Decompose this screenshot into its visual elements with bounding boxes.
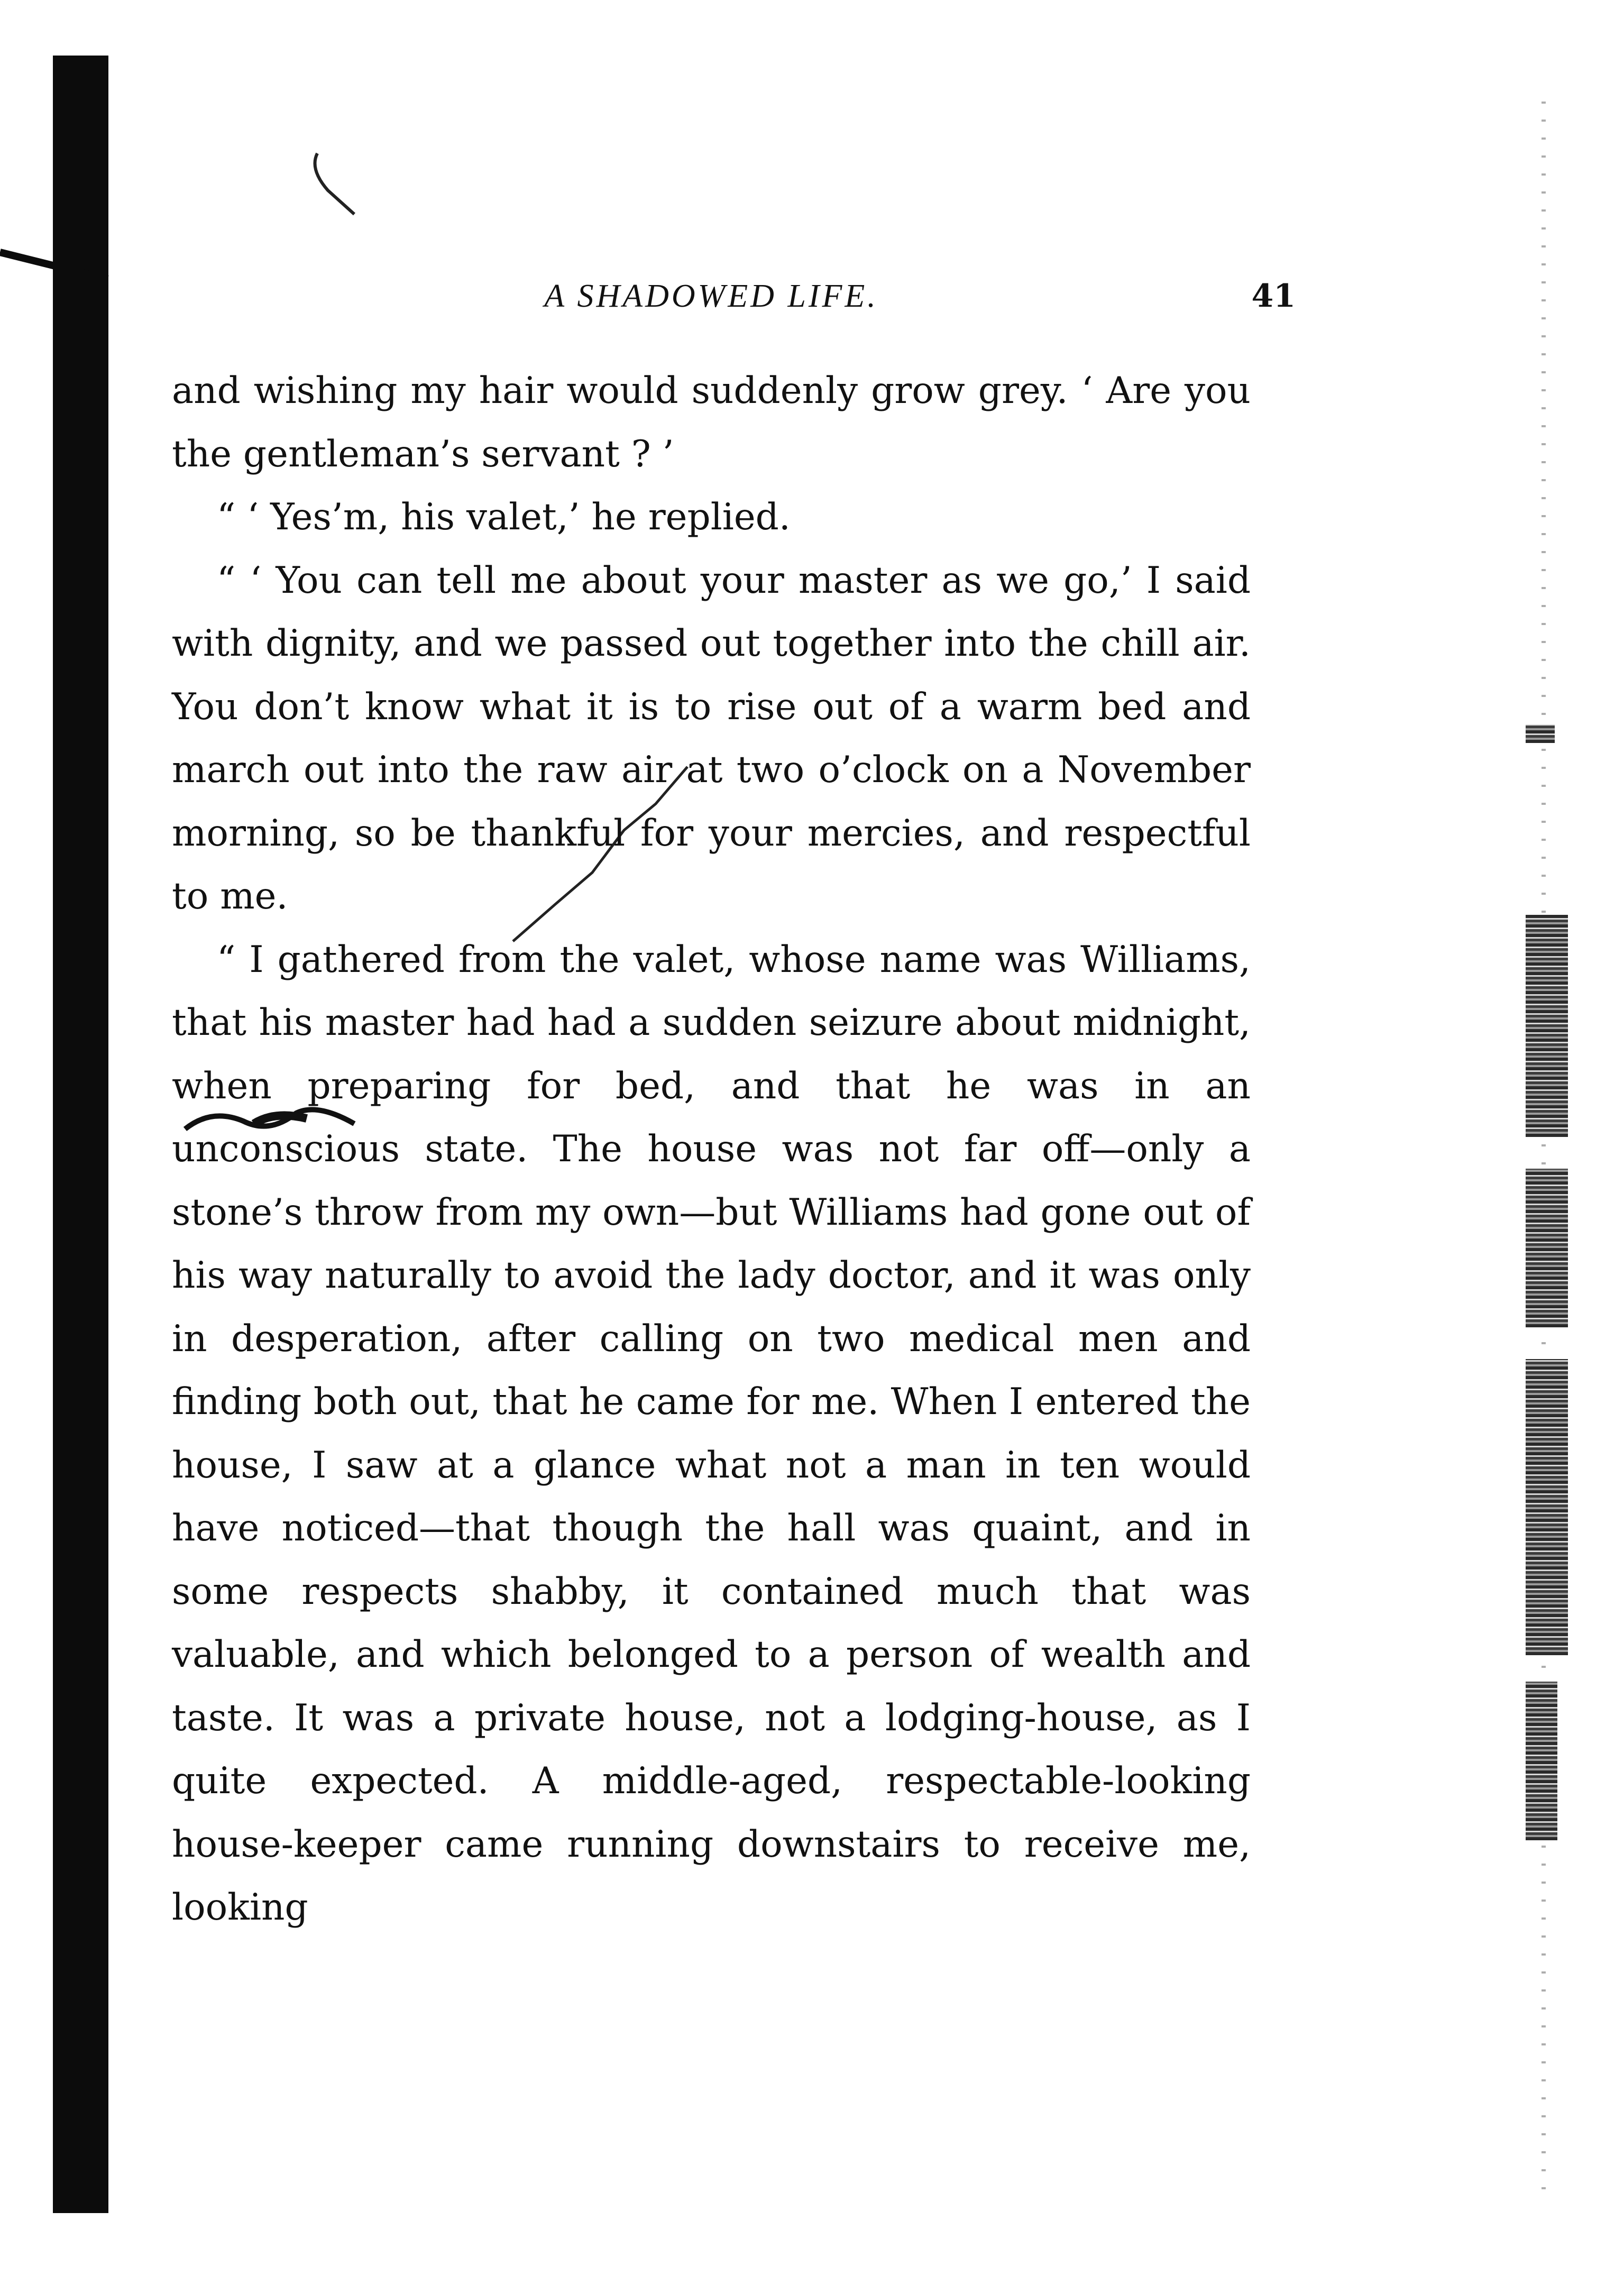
scan-edge-noise: [1526, 915, 1568, 1137]
pencil-checkmark: [307, 148, 365, 222]
body-text: [172, 360, 1251, 1940]
scan-edge-noise: [1526, 1359, 1568, 1655]
paragraph: “ I gathered from the valet, whose name was Williams, that his master had had a sudden seizure about midnight, when preparing for bed, and that he was in an unconscious state. The house was not far off—only a stone’s throw from my own—but Williams had gone out of his way naturally to avoid the lady doctor, and it was only in desperation, after calling on two medical men and finding both out, that he came for me. When I entered the house, I saw at a glance what not a man in ten would have noticed—that though the hall was quaint, and in some respects shabby, it contained much that was valuable, and which belonged to a person of wealth and taste. It was a private house, not a lodging-house, as I quite expected. A middle-aged, respectable-looking house-keeper came running downstairs to receive me, looking: [172, 938, 1251, 1929]
scan-edge-noise: [1526, 1169, 1568, 1327]
scan-edge-noise: [1526, 724, 1555, 743]
paragraph: “ ‘ You can tell me about your master as we go,’ I said with dignity, and we passed out together into the chill air. You don’t know what it is to rise out of a warm bed and march out into the raw air at two o’clock on a November morning, so be thankful for your mercies, and respectful to me.: [172, 559, 1251, 917]
running-title: A SHADOWED LIFE.: [544, 278, 878, 314]
binding-edge: [53, 56, 108, 2213]
page-number: 41: [1251, 278, 1296, 315]
paragraph: and wishing my hair would suddenly grow grey. ‘ Are you the gentleman’s servant ? ’: [172, 370, 1251, 475]
running-head: [159, 278, 1296, 320]
scan-edge-noise: [1526, 1682, 1557, 1840]
paragraph: “ ‘ Yes’m, his valet,’ he replied.: [217, 496, 791, 538]
scan-edge-dots: [1542, 90, 1546, 2205]
